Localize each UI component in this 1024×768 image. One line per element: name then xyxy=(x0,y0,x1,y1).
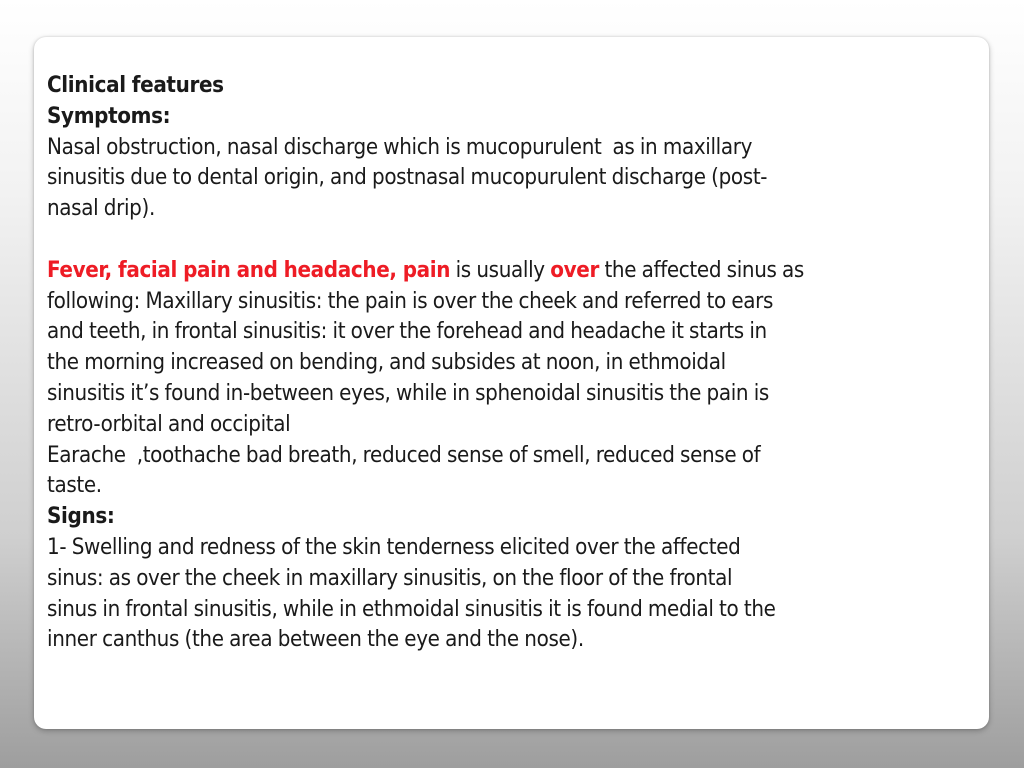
signs-line: sinus in frontal sinusitis, while in ethmoidal sinusitis it is found medial to the xyxy=(47,595,776,622)
fever-line xyxy=(47,255,977,286)
pain-line: retro-orbital and occipital xyxy=(47,410,291,437)
pain-line: and teeth, in frontal sinusitis: it over the forehead and headache it starts in xyxy=(47,318,767,345)
pain-line: sinusitis it’s found in-between eyes, while in sphenoidal sinusitis the pain is xyxy=(47,379,769,406)
paragraph-spacer xyxy=(47,224,977,255)
slide-content xyxy=(47,70,977,655)
symptoms-line: sinusitis due to dental origin, and postnasal mucopurulent discharge (post- xyxy=(47,164,768,191)
symptoms-heading: Symptoms: xyxy=(47,102,171,129)
symptoms-line: nasal drip). xyxy=(47,195,155,222)
clinical-features-heading: Clinical features xyxy=(47,72,224,98)
fever-highlight: Fever, facial pain and headache, pain xyxy=(47,256,451,283)
symptoms-line: Nasal obstruction, nasal discharge which is mucopurulent as in maxillary xyxy=(47,133,753,160)
earache-line: Earache ,toothache bad breath, reduced sense of smell, reduced sense of xyxy=(47,441,761,468)
signs-line: sinus: as over the cheek in maxillary sinusitis, on the floor of the frontal xyxy=(47,564,733,591)
fever-text-end: the affected sinus as xyxy=(598,256,804,283)
pain-line: following: Maxillary sinusitis: the pain is over the cheek and referred to ears xyxy=(47,287,774,314)
signs-line: inner canthus (the area between the eye and the nose). xyxy=(47,626,584,653)
signs-heading: Signs: xyxy=(47,503,115,530)
slide-card xyxy=(34,37,989,729)
over-highlight: over xyxy=(550,256,599,283)
earache-line: taste. xyxy=(47,472,102,499)
pain-line: the morning increased on bending, and subsides at noon, in ethmoidal xyxy=(47,349,726,376)
signs-line: 1- Swelling and redness of the skin tenderness elicited over the affected xyxy=(47,533,741,560)
fever-text: is usually xyxy=(450,256,551,283)
